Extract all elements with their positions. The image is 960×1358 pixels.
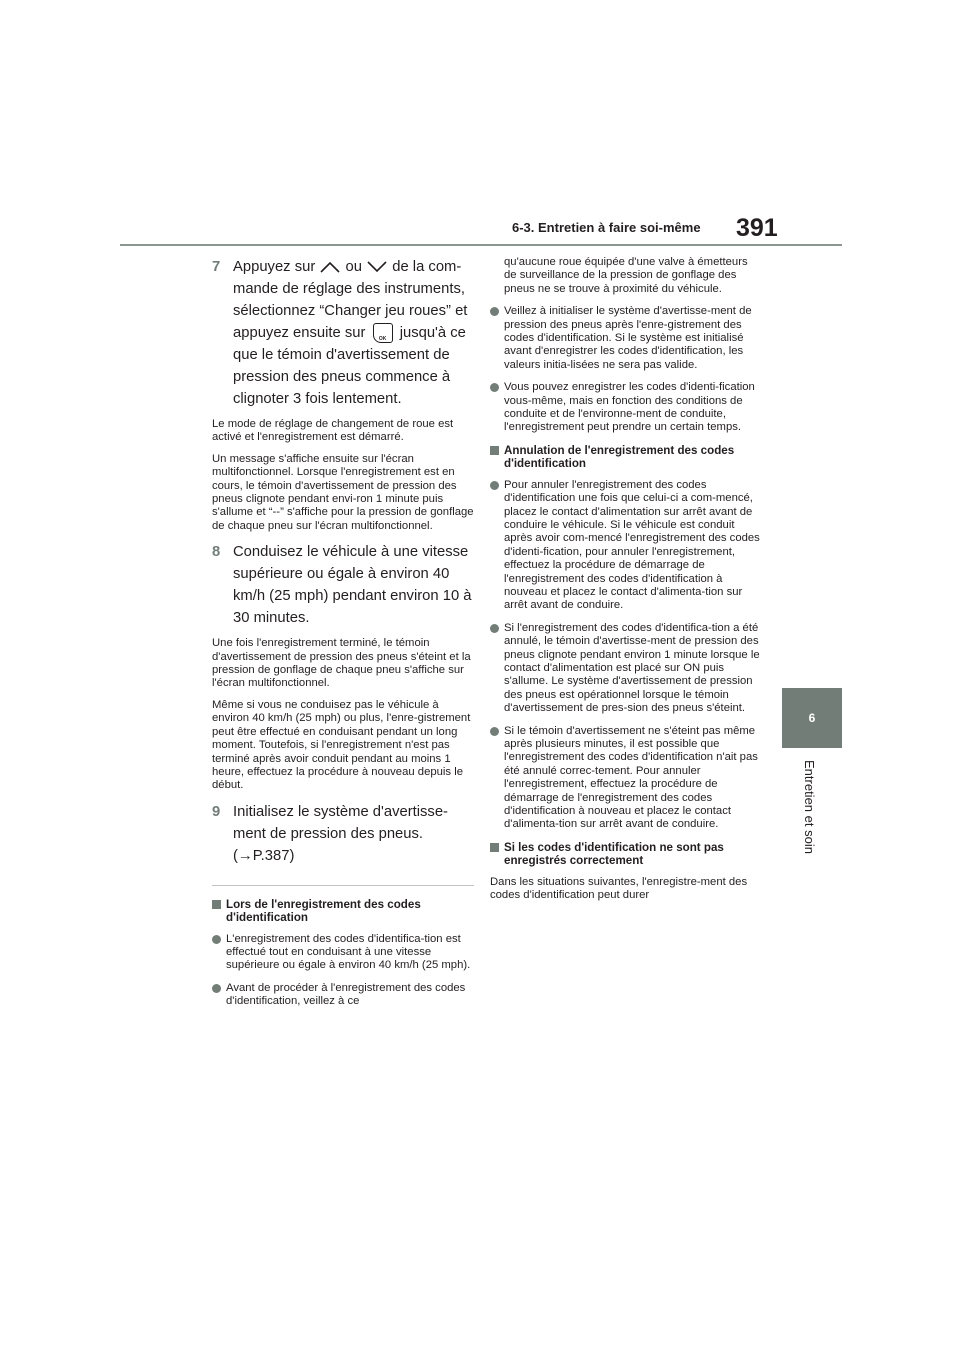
subheading-text: Annulation de l'enregistrement des codes d'identification <box>504 443 735 471</box>
bullet-text: Vous pouvez enregistrer les codes d'identi-fication vous-même, mais en fonction des conditions de conduite et de l'environne-ment de conduite, l'enregistrement peut prendre un certain temps. <box>504 381 755 434</box>
right-column <box>490 256 760 902</box>
chapter-tab-label: Entretien et soin <box>802 760 817 854</box>
bullet-text: Pour annuler l'enregistrement des codes d'identification une fois que celui-ci a com-mencé, placez le contact d'alimentation sur arrêt avant de conduire le véhicule. Si le véhicule est conduit après avoir com-mencé l'enregistrement des codes d'identi-fication, pour annuler l'enregistrement, effectuez la procédure de démarrage de l'enregistrement des codes d'identification à nouveau et placez le contact d'alimenta-tion sur arrêt avant de conduire. <box>504 478 760 612</box>
circle-bullet-icon <box>490 727 499 736</box>
circle-bullet-icon <box>212 935 221 944</box>
step-9 <box>212 801 474 867</box>
bullet-continuation: qu'aucune roue équipée d'une valve à émetteurs de surveillance de la pression de gonflage des pneus ne se trouve à proximité du véhicule. <box>504 256 748 295</box>
note-paragraph: Le mode de réglage de changement de roue est activé et l'enregistrement est démarré. <box>212 418 454 444</box>
bullet-item <box>490 381 760 435</box>
chapter-tab: 6 <box>782 688 842 748</box>
step-body <box>233 256 474 410</box>
square-bullet-icon <box>490 843 499 852</box>
circle-bullet-icon <box>490 481 499 490</box>
step-text: jusqu'à ce que le témoin d'avertissement de pression des pneus commence à clignoter 3 fois lentement. <box>233 325 466 407</box>
section-divider <box>212 885 474 886</box>
page-reference: (→P.387) <box>233 847 295 864</box>
subheading <box>212 898 474 925</box>
step-number: 9 <box>212 803 221 820</box>
ok-button-icon <box>373 323 393 343</box>
step-8 <box>212 541 474 629</box>
square-bullet-icon <box>490 446 499 455</box>
body-paragraph: Dans les situations suivantes, l'enregistre-ment des codes d'identification peut durer <box>490 875 748 902</box>
circle-bullet-icon <box>490 624 499 633</box>
bullet-text: Veillez à initialiser le système d'avertisse-ment de pression des pneus après l'enre-gistrement des codes d'identification. Si le système est initialisé avant d'enregistrer les codes d'identification, les valeurs initia-lisées ne sera pas valide. <box>504 305 752 371</box>
bullet-text: Si le témoin d'avertissement ne s'éteint pas même après plusieurs minutes, il est possible que l'enregistrement des codes d'identification n'ait pas été annulé correc-tement. Pour annuler l'enregistrement, effectuez la procédure de démarrage de l'enregistrement des codes d'identification à nouveau et placez le contact d'alimenta-tion sur arrêt avant de conduire. <box>504 724 758 831</box>
step-text: Initialisez le système d'avertisse-ment de pression des pneus. <box>233 803 448 842</box>
note-paragraph: Même si vous ne conduisez pas le véhicule à environ 40 km/h (25 mph) ou plus, l'enre-gistrement peut être effectué en conduisant pendant un long moment. Toutefois, si l'enregistrement n'est pas terminé après avoir conduit pendant au moins 1 heure, effectuez la procédure à nouveau depuis le début. <box>212 698 471 792</box>
chevron-up-icon <box>319 260 341 274</box>
step-text: Conduisez le véhicule à une vitesse supérieure ou égale à environ 40 km/h (25 mph) pendant environ 10 à 30 minutes. <box>233 544 472 627</box>
subheading <box>490 841 760 868</box>
note-paragraph: Une fois l'enregistrement terminé, le témoin d'avertissement de pression des pneus s'éteint et la pression de gonflage de chaque pneu s'affiche sur l'écran multifonctionnel. <box>212 637 471 690</box>
circle-bullet-icon <box>212 984 221 993</box>
bullet-item <box>212 982 474 1009</box>
bullet-text: L'enregistrement des codes d'identifica-tion est effectué tout en conduisant à une vitesse supérieure ou égale à environ 40 km/h (25 mph). <box>226 932 471 972</box>
step-text: de la com-mande de réglage des instruments, sélectionnez “Changer jeu roues” et appuyez ensuite sur <box>233 259 468 341</box>
step-text: Appuyez sur <box>233 259 316 275</box>
bullet-item <box>490 725 760 832</box>
circle-bullet-icon <box>490 307 499 316</box>
bullet-item <box>490 305 760 372</box>
ok-label: OK <box>378 336 387 343</box>
circle-bullet-icon <box>490 383 499 392</box>
bullet-item <box>490 479 760 613</box>
left-column <box>212 256 474 1018</box>
subheading <box>490 444 760 471</box>
step-7 <box>212 256 474 410</box>
chevron-down-icon <box>366 260 388 274</box>
step-body <box>233 801 474 867</box>
note-paragraph: Un message s'affiche ensuite sur l'écran multifonctionnel. Lorsque l'enregistrement est en cours, le témoin d'avertissement de pression des pneus clignote pendant envi-ron 1 minute puis s'allume et “--” s'affiche pour la pression de gonflage de chaque pneu sur l'écran multifonctionnel. <box>212 452 474 532</box>
step-number: 7 <box>212 259 221 275</box>
bullet-text: Avant de procéder à l'enregistrement des codes d'identification, veillez à ce <box>226 981 466 1008</box>
subheading-text: Si les codes d'identification ne sont pas enregistrés correctement <box>504 840 724 868</box>
page-number: 391 <box>736 214 778 242</box>
bullet-text: Si l'enregistrement des codes d'identifica-tion a été annulé, le témoin d'avertisse-ment de pression des pneus clignote pendant environ 1 minute lorsque le contact d'alimentation est placé sur ON puis s'allume. Le système d'avertissement de pression des pneus est opérationnel lorsque le témoin d'avertissement de pres-sion des pneus s'éteint. <box>504 621 760 715</box>
bullet-item <box>212 933 474 973</box>
step-text: ou <box>345 259 362 275</box>
step-number: 8 <box>212 544 221 561</box>
bullet-item <box>490 622 760 716</box>
subheading-text: Lors de l'enregistrement des codes d'identification <box>226 897 421 925</box>
header-rule <box>120 244 842 246</box>
section-title: 6-3. Entretien à faire soi-même <box>512 220 701 235</box>
square-bullet-icon <box>212 900 221 909</box>
